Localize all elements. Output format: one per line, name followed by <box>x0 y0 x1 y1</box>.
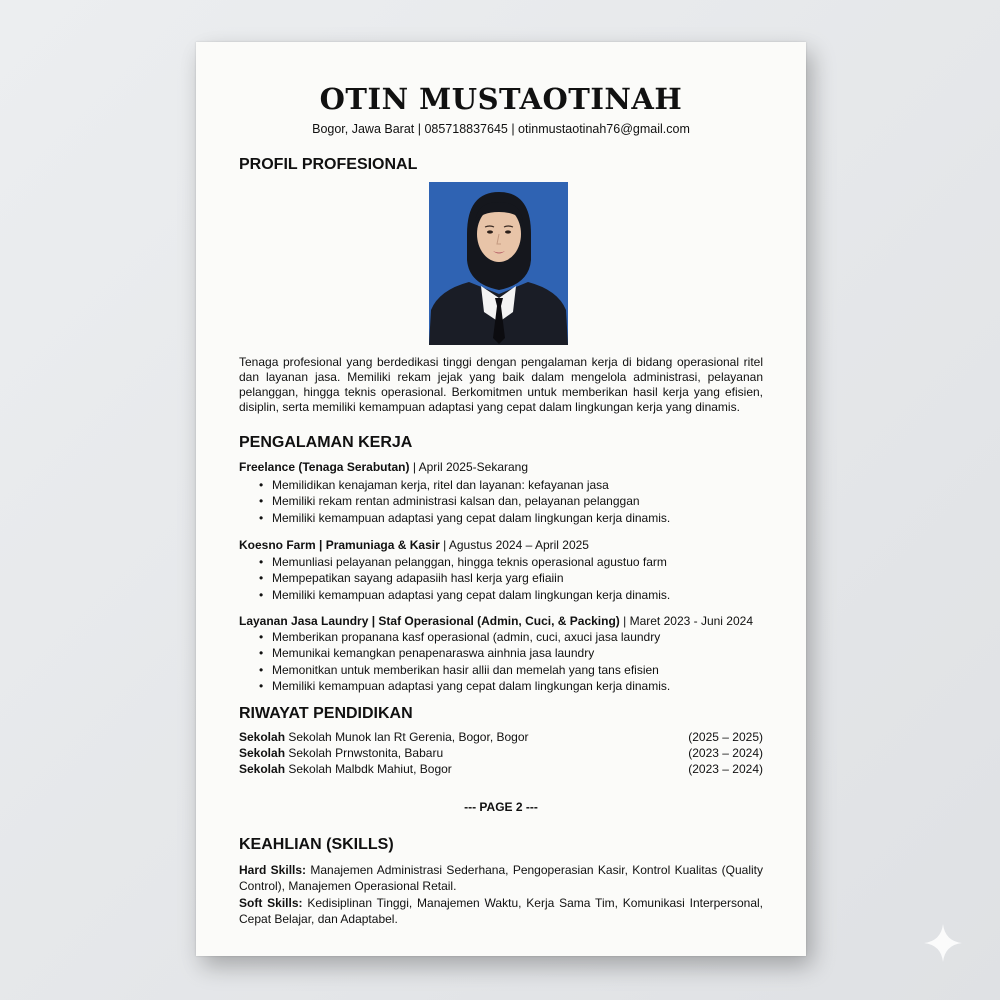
school-label: Sekolah <box>239 730 286 744</box>
job-period: | April 2025-Sekarang <box>409 460 529 474</box>
duty-item: • Memunikai kemangkan penapenaraswa ainhnia jasa laundry <box>272 645 762 661</box>
school-name <box>239 730 529 744</box>
school-name <box>239 762 452 776</box>
school-name <box>239 746 443 760</box>
education-row <box>239 730 763 746</box>
resume-page <box>196 42 806 956</box>
hard-skills-label: Hard Skills: <box>239 863 307 877</box>
duty-item: • Memiliki kemampuan adaptasi yang cepat dalam lingkungan kerja dinamis. <box>272 678 762 694</box>
duty-item: • Memiliki kemampuan adaptasi yang cepat dalam lingkungan kerja dinamis. <box>272 510 762 526</box>
portrait-illustration <box>429 182 568 345</box>
duty-item: • Mempepatikan sayang adapasiih hasl kerja yarg efiaiin <box>272 570 762 586</box>
job-role: Freelance (Tenaga Serabutan) <box>239 460 410 474</box>
sparkle-icon <box>922 922 964 964</box>
profile-summary: Tenaga profesional yang berdedikasi tinggi dengan pengalaman kerja di bidang operasional ritel dan layanan jasa. Memiliki rekam jejak yang baik dalam mengelola administrasi, pelayanan pelanggan, hingga teknis operasional. Berkomitmen untuk memberikan hasil kerja yang efisien, disiplin, serta memiliki kemampuan adaptasi yang cepat dalam lingkungan kerja yang dinamis. <box>239 355 763 414</box>
job-header <box>239 614 753 628</box>
job-header <box>239 538 589 552</box>
job-header <box>239 460 528 474</box>
education-heading: RIWAYAT PENDIDIKAN <box>239 705 413 722</box>
education-row <box>239 762 763 778</box>
contact-line: Bogor, Jawa Barat | 085718837645 | otinmustaotinah76@gmail.com <box>312 122 690 136</box>
candidate-name: OTIN MUSTAOTINAH <box>319 82 683 116</box>
school-text: Sekolah Munok lan Rt Gerenia, Bogor, Bogor <box>285 730 529 744</box>
job-duties <box>239 554 762 603</box>
soft-skills-text: Kedisiplinan Tinggi, Manajemen Waktu, Kerja Sama Tim, Komunikasi Interpersonal, Cepat Belajar, dan Adaptabel. <box>239 896 763 926</box>
skills-heading: KEAHLIAN (SKILLS) <box>239 836 394 853</box>
school-years: (2023 – 2024) <box>688 746 763 760</box>
job-duties <box>239 629 762 694</box>
profile-photo <box>429 182 568 345</box>
soft-skills <box>239 895 763 927</box>
duty-item: • Memilidikan kenajaman kerja, ritel dan layanan: kefayanan jasa <box>272 477 762 493</box>
duty-item: • Memberikan propanana kasf operasional (admin, cuci, axuci jasa laundry <box>272 629 762 645</box>
job-duties <box>239 477 762 526</box>
school-label: Sekolah <box>239 746 286 760</box>
page-break-marker: --- PAGE 2 --- <box>464 800 538 814</box>
school-label: Sekolah <box>239 762 286 776</box>
job-role: Layanan Jasa Laundry | Staf Operasional (Admin, Cuci, & Packing) <box>239 614 620 628</box>
job-role: Koesno Farm | Pramuniaga & Kasir <box>239 538 440 552</box>
school-years: (2025 – 2025) <box>688 730 763 744</box>
duty-item: • Memonitkan untuk memberikan hasir allii dan memelah yang tans efisien <box>272 662 762 678</box>
education-row <box>239 746 763 762</box>
hard-skills <box>239 862 763 894</box>
duty-item: • Memiliki kemampuan adaptasi yang cepat dalam lingkungan kerja dinamis. <box>272 587 762 603</box>
experience-heading: PENGALAMAN KERJA <box>239 434 413 451</box>
hard-skills-text: Manajemen Administrasi Sederhana, Pengoperasian Kasir, Kontrol Kualitas (Quality Control), Manajemen Operasional Retail. <box>239 863 763 893</box>
duty-item: • Memunliasi pelayanan pelanggan, hingga teknis operasional agustuo farm <box>272 554 762 570</box>
soft-skills-label: Soft Skills: <box>239 896 303 910</box>
job-period: | Agustus 2024 – April 2025 <box>439 538 589 552</box>
duty-item: • Memiliki rekam rentan administrasi kalsan dan, pelayanan pelanggan <box>272 493 762 509</box>
school-text: Sekolah Malbdk Mahiut, Bogor <box>285 762 452 776</box>
job-period: | Maret 2023 - Juni 2024 <box>619 614 753 628</box>
profile-heading: PROFIL PROFESIONAL <box>239 156 418 173</box>
school-years: (2023 – 2024) <box>688 762 763 776</box>
school-text: Sekolah Prnwstonita, Babaru <box>285 746 444 760</box>
